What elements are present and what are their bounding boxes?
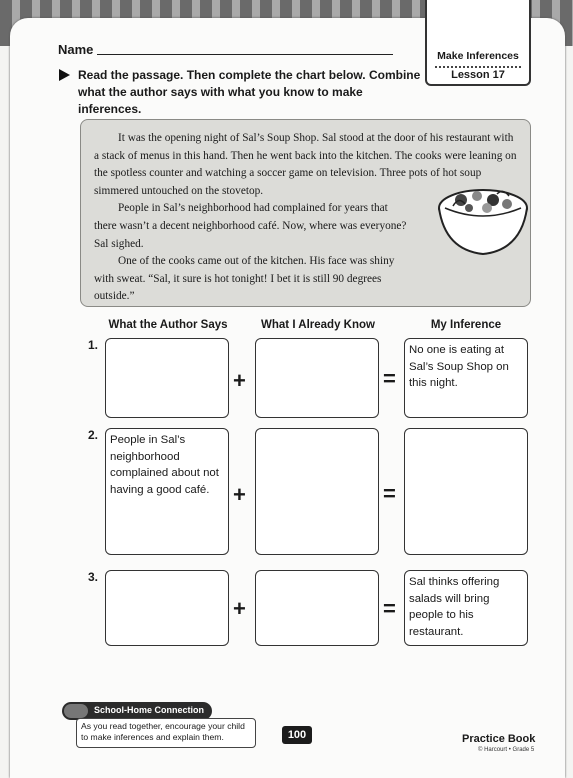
author-says-box[interactable] <box>105 570 229 646</box>
instructions-line: what the author says with what you know to make inferences. <box>78 85 363 116</box>
row-number: 3. <box>88 570 99 584</box>
publisher-credit: © Harcourt • Grade 5 <box>478 747 535 753</box>
bus-icon <box>64 704 88 718</box>
already-know-box[interactable] <box>255 428 379 555</box>
inference-box[interactable]: No one is eating at Sal’s Soup Shop on this night. <box>404 338 528 418</box>
plus-sign: + <box>233 482 246 507</box>
already-know-box[interactable] <box>255 570 379 646</box>
arrow-icon <box>59 69 70 81</box>
author-says-box[interactable]: People in Sal’s neighborhood complained about not having a good café. <box>105 428 229 555</box>
column-header-author: What the Author Says <box>108 319 228 331</box>
equals-sign: = <box>383 481 396 506</box>
passage-paragraph <box>94 306 520 307</box>
passage-paragraph: One of the cooks came out of the kitchen. His face was shiny with sweat. “Sal, it sure is hot tonight! I bet it is still 90 degrees outside.” <box>94 255 395 303</box>
author-says-box[interactable] <box>105 338 229 418</box>
badge-label: School-Home Connection <box>94 705 204 715</box>
tab-lesson: Lesson 17 <box>451 69 505 81</box>
row-number: 2. <box>88 428 99 442</box>
page-number: 100 <box>282 726 312 744</box>
lesson-tab <box>425 0 531 86</box>
passage-paragraph: People in Sal’s neighborhood had complained for years that there wasn’t a decent neighborhood café. Now, where was everyone? Sal sighed. <box>94 202 407 250</box>
tab-title: Make Inferences <box>437 50 519 62</box>
plus-sign: + <box>233 596 246 621</box>
home-connection-note: As you read together, encourage your child to make inferences and explain them. <box>76 718 256 748</box>
inference-box[interactable]: Sal thinks offering salads will bring people to his restaurant. <box>404 570 528 646</box>
instructions <box>78 67 428 118</box>
plus-sign: + <box>233 368 246 393</box>
reading-passage <box>80 119 531 307</box>
row-number: 1. <box>88 338 99 352</box>
column-header-inference: My Inference <box>430 319 502 331</box>
name-label: Name <box>58 42 94 57</box>
already-know-box[interactable] <box>255 338 379 418</box>
equals-sign: = <box>383 366 396 391</box>
inference-box[interactable] <box>404 428 528 555</box>
equals-sign: = <box>383 596 396 621</box>
passage-text <box>94 130 520 307</box>
name-line[interactable] <box>97 54 393 55</box>
instructions-line: Read the passage. Then complete the chart below. Combine <box>78 68 421 82</box>
column-header-know: What I Already Know <box>261 319 375 331</box>
book-title: Practice Book <box>462 733 536 745</box>
passage-paragraph: It was the opening night of Sal’s Soup Shop. Sal stood at the door of his restaurant with a stack of menus in this hand. Then he went back into the kitchen. The cooks were leaning on the spotless counter and watching a soccer game on television. Three pots of hot soup simmered untouched on the stovetop. <box>94 132 517 197</box>
tab-divider <box>435 66 521 68</box>
